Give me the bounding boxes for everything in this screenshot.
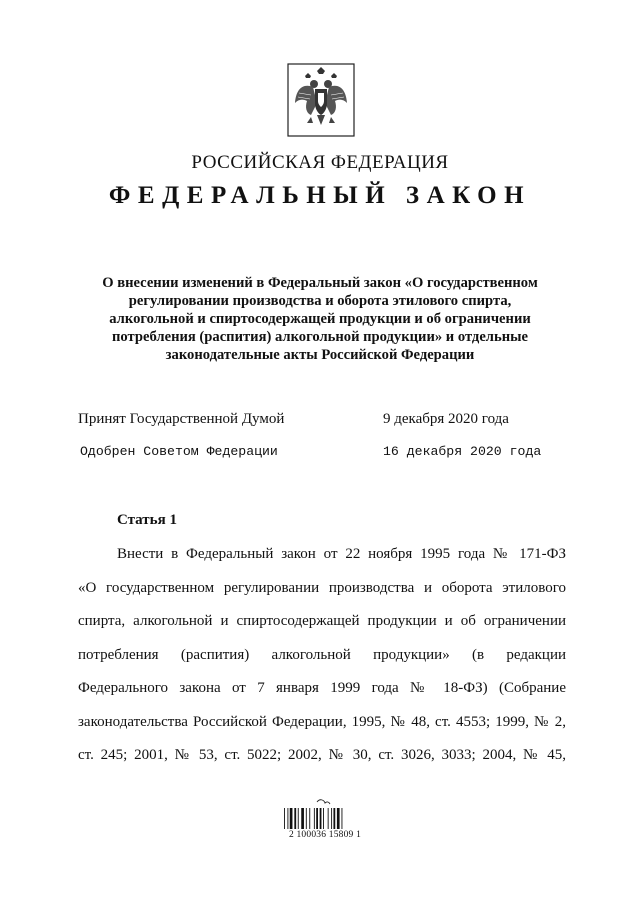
article-text-line: ст. 245; 2001, № 53, ст. 5022; 2002, № 30, ст. 3026, 3033; 2004, № 45, [78,747,566,763]
barcode-bar [287,808,288,829]
coat-of-arms-emblem [287,63,355,137]
barcode-bar [294,808,296,829]
barcode-bar [328,808,329,829]
article-body [78,538,566,773]
barcode-bar [301,808,304,829]
article-text-line: «О государственном регулировании производства и оборота этилового [78,579,566,596]
barcode-bars [284,808,342,829]
law-title [78,274,562,364]
barcode-bar [337,808,340,829]
duma-adoption-label: Принят Государственной Думой [78,411,285,427]
barcode-bar [331,808,332,829]
council-approval-label: Одобрен Советом Федерации [80,444,278,459]
barcode-bar [284,808,285,829]
article-text-line: законодательства Российской Федерации, 1995, № 48, ст. 4553; 1999, № 2, [78,713,566,730]
barcode-number: 2 100036 15809 1 [288,830,362,840]
barcode-bar [333,808,335,829]
article-text-line: Федерального закона от 7 января 1999 года № 18-ФЗ) (Собрание [78,680,566,696]
signature-mark [317,800,330,804]
law-title-line: регулировании производства и оборота этилового спирта, [128,293,512,309]
article-text-line: спирта, алкогольной и спиртосодержащей продукции и об ограничении [78,613,566,629]
article-heading: Статья 1 [117,512,177,528]
council-approval-date: 16 декабря 2020 года [383,444,542,459]
law-title-line: О внесении изменений в Федеральный закон «О государственном [102,275,538,291]
barcode-bar [316,808,318,829]
barcode-bar [309,808,310,829]
barcode-bar [298,808,299,829]
law-title-line: потребления (распития) алкогольной продукции» и отдельные [112,329,528,345]
country-name: РОССИЙСКАЯ ФЕДЕРАЦИЯ [191,152,449,173]
barcode-bar [290,808,293,829]
article-text-line: Внести в Федеральный закон от 22 ноября 1995 года № 171-ФЗ [117,546,566,562]
duma-adoption-date: 9 декабря 2020 года [383,411,509,427]
barcode-bar [314,808,315,829]
law-title-line: алкогольной и спиртосодержащей продукции и об ограничении [109,311,531,327]
barcode-bar [323,808,324,829]
barcode-bar [320,808,322,829]
law-title-line: законодательные акты Российской Федерации [165,347,475,363]
barcode-bar [342,808,343,829]
article-text-line: потребления (распития) алкогольной продукции» (в редакции [78,646,566,663]
barcode-bar [306,808,307,829]
law-type-heading: ФЕДЕРАЛЬНЫЙ ЗАКОН [108,182,532,209]
